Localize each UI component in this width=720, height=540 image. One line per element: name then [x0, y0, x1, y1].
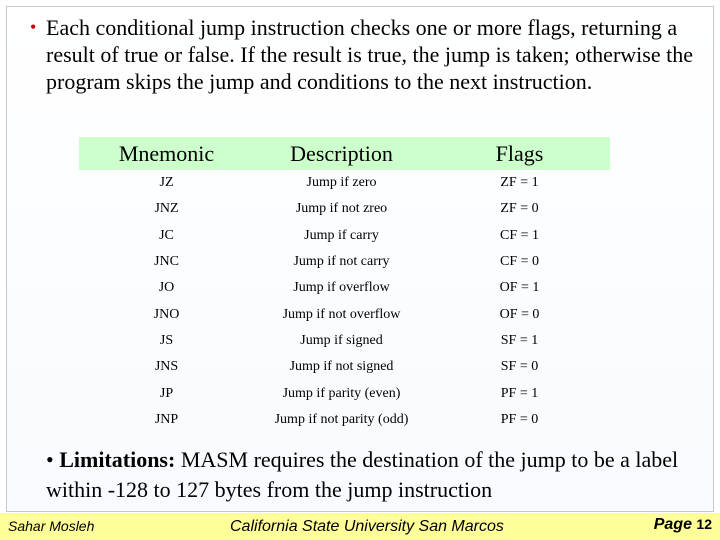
mnemonic-cell: JS [159, 332, 174, 348]
header-description: Description [254, 137, 429, 170]
mnemonic-cell: JZ [159, 175, 174, 191]
flags-cell: PF = 0 [500, 411, 539, 427]
description-cell: Jump if signed [300, 332, 383, 348]
mnemonic-cell: JO [158, 280, 175, 296]
table-row [79, 223, 610, 249]
description-cell: Jump if not signed [289, 359, 394, 375]
table-header-row [79, 137, 610, 170]
table-row [79, 170, 610, 196]
flags-cell: SF = 0 [500, 359, 539, 375]
mnemonic-cell: JC [159, 227, 174, 243]
description-cell: Jump if overflow [293, 280, 390, 296]
footer-university: California State University San Marcos [230, 518, 504, 535]
page-label: Page [653, 516, 692, 533]
mnemonic-cell: JNP [154, 411, 179, 427]
flags-cell: CF = 0 [499, 254, 540, 270]
mnemonic-cell: JNS [154, 359, 179, 375]
flags-cell: OF = 1 [499, 280, 540, 296]
table-row [79, 380, 610, 406]
page-number: 12 [696, 516, 712, 532]
table-row [79, 301, 610, 327]
description-cell: Jump if not parity (odd) [274, 411, 409, 427]
table-row [79, 275, 610, 301]
flags-cell: PF = 1 [500, 385, 539, 401]
table-row [79, 354, 610, 380]
footer-author: Sahar Mosleh [8, 518, 95, 534]
description-cell: Jump if carry [304, 227, 379, 243]
limitations-label: Limitations: [59, 447, 176, 472]
flags-cell: SF = 1 [500, 332, 539, 348]
mnemonic-cell: JNO [153, 306, 180, 322]
description-cell: Jump if parity (even) [282, 385, 401, 401]
header-flags: Flags [429, 137, 610, 170]
limitations-bullet [46, 445, 706, 505]
intro-bullet [30, 14, 700, 95]
table-row [79, 196, 610, 222]
header-mnemonic: Mnemonic [79, 137, 254, 170]
mnemonic-cell: JNC [154, 254, 179, 270]
flags-cell: OF = 0 [499, 306, 540, 322]
bullet-icon: • [46, 447, 54, 472]
flags-cell: ZF = 0 [500, 201, 539, 217]
page-indicator [654, 516, 712, 534]
limitations-text: MASM requires the destination of the jump to be a label within -128 to 127 bytes from the jump instruction [46, 447, 679, 502]
mnemonic-cell: JNZ [154, 201, 179, 217]
table-row [79, 407, 610, 433]
description-cell: Jump if not carry [293, 254, 390, 270]
mnemonic-cell: JP [159, 385, 174, 401]
flags-cell: ZF = 1 [500, 175, 539, 191]
table-row [79, 328, 610, 354]
description-cell: Jump if not zreo [295, 201, 388, 217]
footer-bar [0, 513, 720, 540]
table-row [79, 249, 610, 275]
description-cell: Jump if zero [306, 175, 377, 191]
flags-cell: CF = 1 [499, 227, 540, 243]
jump-table [79, 137, 610, 433]
intro-text: Each conditional jump instruction checks one or more flags, returning a result of true or false. If the result is true, the jump is taken; otherwise the program skips the jump and conditions to the next instruction. [46, 15, 693, 94]
description-cell: Jump if not overflow [282, 306, 401, 322]
bullet-icon: • [30, 17, 37, 37]
